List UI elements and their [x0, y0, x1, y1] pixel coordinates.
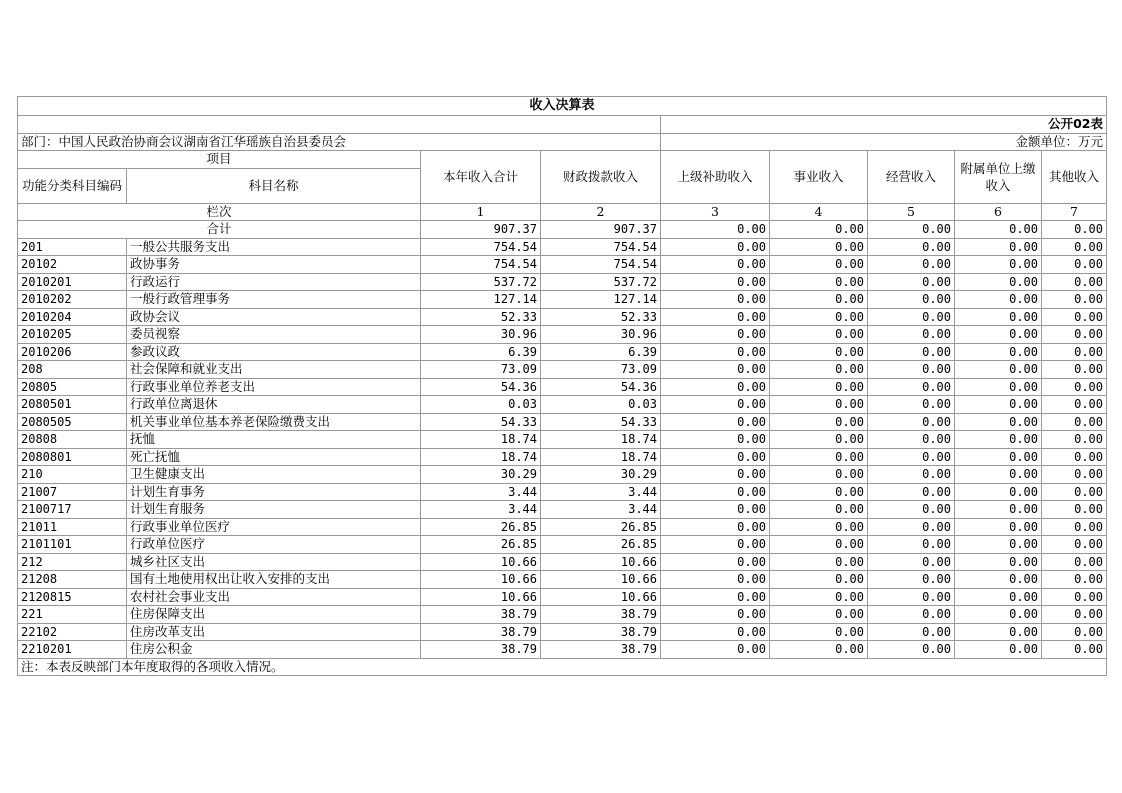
function-code: 210 [18, 466, 127, 484]
table-row [18, 396, 1107, 414]
amount-cell: 0.00 [1042, 396, 1107, 414]
amount-cell: 0.00 [1042, 238, 1107, 256]
column-index-3: 3 [661, 203, 770, 221]
amount-cell: 0.00 [868, 501, 955, 519]
function-code: 221 [18, 606, 127, 624]
amount-cell: 18.74 [421, 448, 541, 466]
amount-cell: 0.00 [661, 413, 770, 431]
amount-cell: 0.00 [770, 378, 868, 396]
amount-cell: 0.00 [661, 448, 770, 466]
amount-cell: 73.09 [421, 361, 541, 379]
department-label: 部门：中国人民政治协商会议湖南省江华瑶族自治县委员会 [18, 133, 661, 151]
amount-cell: 73.09 [541, 361, 661, 379]
amount-cell: 54.36 [421, 378, 541, 396]
amount-cell: 0.00 [868, 641, 955, 659]
subject-name: 参政议政 [127, 343, 421, 361]
amount-cell: 0.00 [1042, 588, 1107, 606]
amount-cell: 0.00 [770, 571, 868, 589]
amount-cell: 127.14 [421, 291, 541, 309]
amount-cell: 0.00 [661, 571, 770, 589]
amount-cell: 537.72 [421, 273, 541, 291]
table-row [18, 431, 1107, 449]
header-superior-subsidy: 上级补助收入 [661, 151, 770, 204]
function-code: 20102 [18, 256, 127, 274]
table-row [18, 606, 1107, 624]
amount-cell: 0.00 [868, 256, 955, 274]
amount-cell: 0.00 [661, 518, 770, 536]
header-business-income: 事业收入 [770, 151, 868, 204]
amount-cell: 38.79 [421, 606, 541, 624]
subject-name: 计划生育服务 [127, 501, 421, 519]
amount-cell: 0.00 [955, 536, 1042, 554]
amount-cell: 754.54 [421, 238, 541, 256]
table-row [18, 256, 1107, 274]
amount-cell: 0.00 [770, 326, 868, 344]
subject-name: 计划生育事务 [127, 483, 421, 501]
function-code: 2120815 [18, 588, 127, 606]
amount-cell: 0.00 [661, 553, 770, 571]
header-other-income: 其他收入 [1042, 151, 1107, 204]
amount-cell: 0.00 [1042, 623, 1107, 641]
total-value: 0.00 [868, 221, 955, 239]
function-code: 2080501 [18, 396, 127, 414]
subject-name: 住房公积金 [127, 641, 421, 659]
subject-name: 社会保障和就业支出 [127, 361, 421, 379]
total-value: 0.00 [770, 221, 868, 239]
amount-cell: 6.39 [541, 343, 661, 361]
amount-cell: 0.00 [1042, 641, 1107, 659]
amount-cell: 52.33 [541, 308, 661, 326]
total-value: 907.37 [541, 221, 661, 239]
function-code: 2080801 [18, 448, 127, 466]
amount-cell: 0.00 [1042, 483, 1107, 501]
table-row [18, 361, 1107, 379]
function-code: 2010202 [18, 291, 127, 309]
amount-cell: 0.00 [661, 466, 770, 484]
amount-cell: 10.66 [541, 553, 661, 571]
amount-cell: 0.03 [421, 396, 541, 414]
table-title: 收入决算表 [18, 97, 1107, 116]
amount-cell: 0.00 [770, 518, 868, 536]
amount-cell: 18.74 [541, 448, 661, 466]
amount-cell: 0.00 [868, 623, 955, 641]
amount-cell: 0.00 [770, 291, 868, 309]
amount-cell: 0.00 [1042, 466, 1107, 484]
table-number: 公开02表 [661, 116, 1107, 134]
table-row [18, 466, 1107, 484]
amount-cell: 0.00 [955, 413, 1042, 431]
column-index-1: 1 [421, 203, 541, 221]
function-code: 22102 [18, 623, 127, 641]
amount-cell: 0.00 [955, 396, 1042, 414]
amount-cell: 0.00 [1042, 571, 1107, 589]
amount-cell: 0.00 [955, 623, 1042, 641]
column-index-5: 5 [868, 203, 955, 221]
amount-cell: 0.00 [868, 588, 955, 606]
amount-cell: 0.00 [770, 641, 868, 659]
amount-cell: 0.00 [1042, 256, 1107, 274]
amount-cell: 54.33 [421, 413, 541, 431]
amount-cell: 0.00 [1042, 343, 1107, 361]
table-row [18, 378, 1107, 396]
function-code: 2010206 [18, 343, 127, 361]
amount-cell: 10.66 [421, 571, 541, 589]
total-value: 0.00 [1042, 221, 1107, 239]
amount-cell: 30.96 [421, 326, 541, 344]
amount-cell: 0.00 [661, 536, 770, 554]
amount-cell: 0.00 [868, 518, 955, 536]
table-row [18, 291, 1107, 309]
amount-cell: 127.14 [541, 291, 661, 309]
amount-cell: 52.33 [421, 308, 541, 326]
amount-cell: 0.00 [868, 483, 955, 501]
table-row [18, 343, 1107, 361]
subject-name: 农村社会事业支出 [127, 588, 421, 606]
amount-cell: 0.00 [661, 326, 770, 344]
amount-cell: 0.00 [770, 431, 868, 449]
amount-cell: 3.44 [421, 501, 541, 519]
amount-cell: 0.00 [955, 483, 1042, 501]
amount-cell: 26.85 [421, 536, 541, 554]
amount-cell: 0.00 [868, 396, 955, 414]
subject-name: 行政单位离退休 [127, 396, 421, 414]
amount-cell: 0.00 [955, 361, 1042, 379]
table-row [18, 571, 1107, 589]
subject-name: 抚恤 [127, 431, 421, 449]
amount-cell: 0.00 [661, 378, 770, 396]
amount-cell: 0.00 [868, 308, 955, 326]
table-row [18, 238, 1107, 256]
amount-cell: 0.00 [661, 343, 770, 361]
amount-cell: 0.00 [1042, 606, 1107, 624]
amount-cell: 0.00 [955, 501, 1042, 519]
amount-cell: 0.00 [868, 238, 955, 256]
table-note: 注：本表反映部门本年度取得的各项收入情况。 [18, 658, 1107, 676]
amount-cell: 0.00 [868, 466, 955, 484]
amount-cell: 3.44 [541, 501, 661, 519]
amount-cell: 0.00 [770, 588, 868, 606]
amount-cell: 0.00 [661, 588, 770, 606]
amount-cell: 0.00 [868, 571, 955, 589]
amount-cell: 0.00 [1042, 536, 1107, 554]
amount-cell: 0.00 [955, 606, 1042, 624]
amount-cell: 0.00 [868, 606, 955, 624]
table-row [18, 641, 1107, 659]
header-fiscal-appropriation: 财政拨款收入 [541, 151, 661, 204]
table-row [18, 326, 1107, 344]
amount-cell: 0.00 [955, 291, 1042, 309]
amount-cell: 18.74 [421, 431, 541, 449]
column-index-4: 4 [770, 203, 868, 221]
amount-cell: 0.00 [1042, 413, 1107, 431]
header-total-income: 本年收入合计 [421, 151, 541, 204]
column-index-2: 2 [541, 203, 661, 221]
table-row [18, 308, 1107, 326]
amount-cell: 54.33 [541, 413, 661, 431]
header-affiliated-income: 附属单位上缴收入 [955, 151, 1042, 204]
subject-name: 委员视察 [127, 326, 421, 344]
column-index-6: 6 [955, 203, 1042, 221]
amount-cell: 10.66 [541, 588, 661, 606]
total-value: 0.00 [661, 221, 770, 239]
amount-cell: 0.00 [770, 483, 868, 501]
amount-cell: 0.00 [661, 308, 770, 326]
amount-cell: 0.00 [770, 536, 868, 554]
header-item: 项目 [18, 151, 421, 169]
function-code: 2100717 [18, 501, 127, 519]
subject-name: 行政事业单位医疗 [127, 518, 421, 536]
amount-cell: 54.36 [541, 378, 661, 396]
amount-cell: 0.00 [955, 571, 1042, 589]
subject-name: 国有土地使用权出让收入安排的支出 [127, 571, 421, 589]
subject-name: 行政运行 [127, 273, 421, 291]
amount-cell: 0.00 [661, 256, 770, 274]
amount-cell: 38.79 [541, 641, 661, 659]
function-code: 201 [18, 238, 127, 256]
amount-cell: 0.00 [955, 518, 1042, 536]
function-code: 21208 [18, 571, 127, 589]
amount-cell: 10.66 [421, 588, 541, 606]
amount-unit-label: 金额单位：万元 [661, 133, 1107, 151]
amount-cell: 0.00 [770, 361, 868, 379]
amount-cell: 0.00 [661, 641, 770, 659]
amount-cell: 0.00 [868, 361, 955, 379]
amount-cell: 10.66 [421, 553, 541, 571]
function-code: 208 [18, 361, 127, 379]
amount-cell: 0.00 [770, 308, 868, 326]
table-row [18, 273, 1107, 291]
amount-cell: 0.00 [868, 536, 955, 554]
function-code: 2080505 [18, 413, 127, 431]
amount-cell: 0.00 [770, 413, 868, 431]
amount-cell: 0.00 [770, 466, 868, 484]
table-row [18, 448, 1107, 466]
amount-cell: 0.03 [541, 396, 661, 414]
amount-cell: 0.00 [955, 448, 1042, 466]
subject-name: 死亡抚恤 [127, 448, 421, 466]
amount-cell: 0.00 [868, 326, 955, 344]
amount-cell: 537.72 [541, 273, 661, 291]
amount-cell: 10.66 [541, 571, 661, 589]
amount-cell: 0.00 [770, 343, 868, 361]
amount-cell: 0.00 [1042, 448, 1107, 466]
table-row [18, 553, 1107, 571]
subject-name: 城乡社区支出 [127, 553, 421, 571]
amount-cell: 0.00 [1042, 361, 1107, 379]
amount-cell: 0.00 [661, 606, 770, 624]
subject-name: 一般行政管理事务 [127, 291, 421, 309]
amount-cell: 0.00 [955, 641, 1042, 659]
amount-cell: 0.00 [955, 238, 1042, 256]
amount-cell: 0.00 [661, 623, 770, 641]
amount-cell: 38.79 [541, 606, 661, 624]
function-code: 21007 [18, 483, 127, 501]
amount-cell: 0.00 [955, 326, 1042, 344]
amount-cell: 0.00 [770, 396, 868, 414]
amount-cell: 0.00 [868, 291, 955, 309]
amount-cell: 0.00 [770, 623, 868, 641]
amount-cell: 30.29 [541, 466, 661, 484]
amount-cell: 0.00 [868, 273, 955, 291]
function-code: 20805 [18, 378, 127, 396]
amount-cell: 0.00 [1042, 308, 1107, 326]
amount-cell: 0.00 [661, 361, 770, 379]
function-code: 2210201 [18, 641, 127, 659]
function-code: 2010205 [18, 326, 127, 344]
subject-name: 行政单位医疗 [127, 536, 421, 554]
amount-cell: 754.54 [541, 238, 661, 256]
total-value: 0.00 [955, 221, 1042, 239]
amount-cell: 0.00 [955, 553, 1042, 571]
amount-cell: 0.00 [955, 273, 1042, 291]
amount-cell: 0.00 [1042, 378, 1107, 396]
function-code: 2010201 [18, 273, 127, 291]
amount-cell: 0.00 [868, 413, 955, 431]
function-code: 212 [18, 553, 127, 571]
amount-cell: 0.00 [868, 553, 955, 571]
column-index-label: 栏次 [18, 203, 421, 221]
amount-cell: 0.00 [955, 431, 1042, 449]
amount-cell: 30.96 [541, 326, 661, 344]
function-code: 21011 [18, 518, 127, 536]
column-index-7: 7 [1042, 203, 1107, 221]
table-row [18, 518, 1107, 536]
subject-name: 政协会议 [127, 308, 421, 326]
subject-name: 住房保障支出 [127, 606, 421, 624]
amount-cell: 0.00 [868, 378, 955, 396]
amount-cell: 0.00 [661, 238, 770, 256]
amount-cell: 0.00 [770, 553, 868, 571]
header-subject-name: 科目名称 [127, 168, 421, 203]
amount-cell: 0.00 [1042, 518, 1107, 536]
amount-cell: 0.00 [1042, 501, 1107, 519]
header-function-code: 功能分类科目编码 [18, 168, 127, 203]
amount-cell: 0.00 [1042, 326, 1107, 344]
amount-cell: 0.00 [770, 273, 868, 291]
amount-cell: 754.54 [541, 256, 661, 274]
subject-name: 行政事业单位养老支出 [127, 378, 421, 396]
total-row-label: 合计 [18, 221, 421, 239]
amount-cell: 0.00 [661, 291, 770, 309]
amount-cell: 3.44 [541, 483, 661, 501]
function-code: 20808 [18, 431, 127, 449]
amount-cell: 0.00 [955, 308, 1042, 326]
subject-name: 政协事务 [127, 256, 421, 274]
table-row [18, 623, 1107, 641]
amount-cell: 26.85 [421, 518, 541, 536]
amount-cell: 0.00 [1042, 553, 1107, 571]
amount-cell: 0.00 [1042, 273, 1107, 291]
amount-cell: 0.00 [868, 431, 955, 449]
amount-cell: 0.00 [868, 448, 955, 466]
table-row [18, 483, 1107, 501]
amount-cell: 0.00 [955, 378, 1042, 396]
subject-name: 卫生健康支出 [127, 466, 421, 484]
header-operating-income: 经营收入 [868, 151, 955, 204]
amount-cell: 38.79 [421, 641, 541, 659]
amount-cell: 0.00 [770, 606, 868, 624]
amount-cell: 38.79 [421, 623, 541, 641]
amount-cell: 0.00 [661, 396, 770, 414]
amount-cell: 0.00 [770, 501, 868, 519]
amount-cell: 0.00 [955, 256, 1042, 274]
table-row [18, 536, 1107, 554]
amount-cell: 0.00 [955, 588, 1042, 606]
total-value: 907.37 [421, 221, 541, 239]
subject-name: 机关事业单位基本养老保险缴费支出 [127, 413, 421, 431]
blank-cell [18, 116, 661, 134]
amount-cell: 0.00 [661, 273, 770, 291]
amount-cell: 0.00 [1042, 431, 1107, 449]
amount-cell: 0.00 [868, 343, 955, 361]
subject-name: 住房改革支出 [127, 623, 421, 641]
amount-cell: 0.00 [661, 501, 770, 519]
amount-cell: 0.00 [955, 466, 1042, 484]
table-row [18, 501, 1107, 519]
amount-cell: 18.74 [541, 431, 661, 449]
income-final-accounts-table [17, 96, 1107, 676]
amount-cell: 0.00 [770, 448, 868, 466]
amount-cell: 0.00 [1042, 291, 1107, 309]
function-code: 2010204 [18, 308, 127, 326]
amount-cell: 754.54 [421, 256, 541, 274]
amount-cell: 0.00 [770, 256, 868, 274]
amount-cell: 26.85 [541, 518, 661, 536]
subject-name: 一般公共服务支出 [127, 238, 421, 256]
amount-cell: 3.44 [421, 483, 541, 501]
table-row [18, 588, 1107, 606]
function-code: 2101101 [18, 536, 127, 554]
table-row [18, 413, 1107, 431]
amount-cell: 26.85 [541, 536, 661, 554]
amount-cell: 0.00 [661, 431, 770, 449]
amount-cell: 38.79 [541, 623, 661, 641]
amount-cell: 0.00 [661, 483, 770, 501]
amount-cell: 0.00 [770, 238, 868, 256]
amount-cell: 30.29 [421, 466, 541, 484]
amount-cell: 6.39 [421, 343, 541, 361]
amount-cell: 0.00 [955, 343, 1042, 361]
